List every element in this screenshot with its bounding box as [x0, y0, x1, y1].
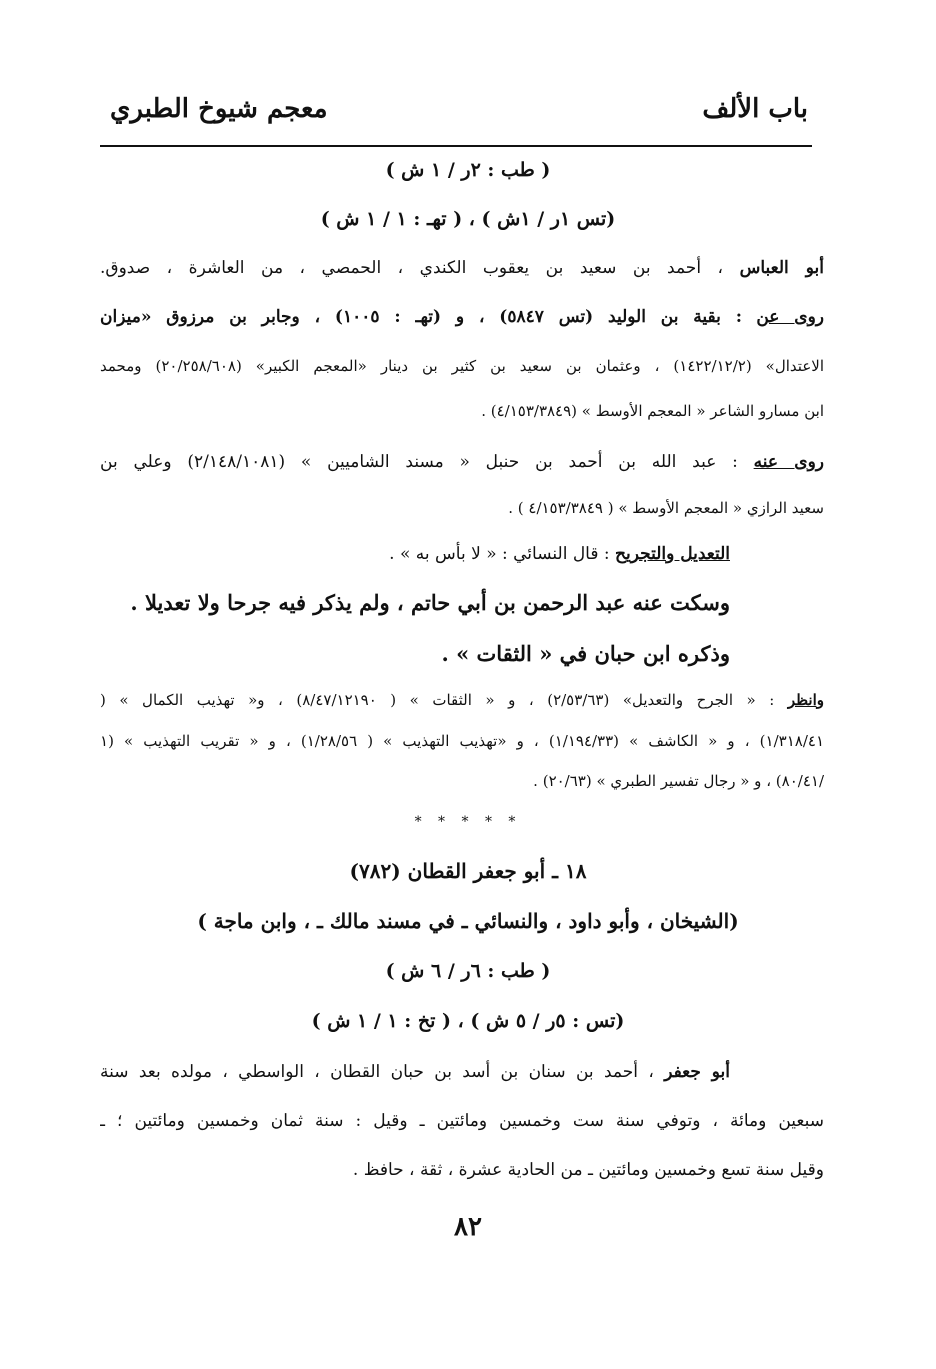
entry18-kunya: أبو جعفر: [664, 1062, 730, 1082]
entry17-rawa-an-line3: ابن مسارو الشاعر « المعجم الأوسط » (٤/١٥٣/٣٨٤٩) .: [481, 402, 824, 420]
entry18-tab-line: ( طب : ٦ر / ٦ ش ): [385, 960, 551, 982]
entry18-line1: [100, 1057, 730, 1087]
entry18-codes-line: (تس : ٥ر / ٥ ش ) ، ( تخ : ١ / ١ ش ): [311, 1010, 625, 1032]
entry18-line1-text: ، أحمد بن سنان بن أسد بن حبان القطان ، الواسطي ، مولده بعد سنة: [100, 1062, 654, 1082]
rawa-anhu-label: روى عنه: [753, 452, 824, 472]
entry17-thiqat-line: وذكره ابن حبان في « الثقات » .: [441, 641, 730, 666]
entry17-rawa-anhu-line1: [100, 447, 824, 477]
entry17-sukut-line: وسكت عنه عبد الرحمن بن أبي حاتم ، ولم يذكر فيه جرحا ولا تعديلا .: [130, 590, 730, 615]
rawa-an-label: روى عن: [756, 307, 824, 327]
entry17-rawa-anhu-line2: سعيد الرازي « المعجم الأوسط » ( ٤/١٥٣/٣٨٤٩ ) .: [508, 499, 824, 517]
entry17-tadil-line: [100, 539, 730, 569]
entry17-codes-line: (تس ١ر / ١ش ) ، ( تهـ : ١ / ١ ش ): [320, 208, 616, 230]
entry17-unzur-line1: [100, 685, 824, 715]
tadil-label: التعديل والتجريح: [615, 544, 730, 564]
entry18-sources: (الشيخان ، وأبو داود ، والنسائي ـ في مسند مالك ـ ، وابن ماجة ): [197, 909, 739, 933]
section-separator: * * * * *: [414, 814, 522, 830]
entry17-intro: [100, 253, 824, 283]
book-title: معجم شيوخ الطبري: [110, 94, 328, 124]
page-number: ٨٢: [454, 1212, 482, 1242]
unzur-text1: : « الجرح والتعديل» (٢/٥٣/٦٣) ، و « الثقات » ( ٨/٤٧/١٢١٩٠) ، و« تهذيب الكمال » (: [100, 691, 775, 709]
entry17-unzur-line2: ١/٣١٨/٤١) ، و « الكاشف » (١/١٩٤/٣٣) ، و «تهذيب التهذيب » ( ١/٢٨/٥٦) ، و « تقريب التهذيب » (١: [100, 732, 824, 750]
entry17-rawa-an-line1: [100, 302, 824, 332]
tadil-text: : قال النسائي : « لا بأس به » .: [389, 544, 610, 564]
entry17-unzur-line3: /٨٠/٤١) ، و « رجال تفسير الطبري » (٢٠/٦٣) .: [533, 772, 824, 790]
entry17-intro-text: ، أحمد بن سعيد بن يعقوب الكندي ، الحمصي ، من العاشرة ، صدوق.: [100, 258, 724, 278]
entry18-title: ١٨ ـ أبو جعفر القطان (٧٨٢): [349, 859, 587, 883]
header-rule: [100, 145, 812, 147]
entry17-kunya: أبو العباس: [739, 258, 824, 278]
entry17-tab-line: ( طب : ٢ر / ١ ش ): [385, 159, 551, 181]
chapter-title: باب الألف: [702, 94, 808, 124]
rawa-anhu-text1: : عبد الله بن أحمد بن حنبل « مسند الشاميين » (٢/١٤٨/١٠٨١) وعلي بن: [100, 452, 738, 472]
unzur-label: وانظر: [787, 691, 824, 709]
rawa-an-text1: : بقية بن الوليد (تس ٥٨٤٧) ، و (تهـ : ١٠٠٥) ، وجابر بن مرزوق «ميزان: [100, 307, 743, 327]
entry18-line2: سبعين ومائة ، وتوفي سنة ست وخمسين ومائتين ـ وقيل : سنة ثمان وخمسين ومائتين ؛ ـ: [100, 1111, 824, 1131]
entry18-line3: وقيل سنة تسع وخمسين ومائتين ـ من الحادية عشرة ، ثقة ، حافظ .: [352, 1160, 824, 1180]
entry17-rawa-an-line2: الاعتدال» (١٤٢٢/١٢/٢) ، وعثمان بن سعيد بن كثير بن دينار «المعجم الكبير» (٢٠/٢٥٨/٦٠٨) ومحمد: [100, 357, 824, 375]
